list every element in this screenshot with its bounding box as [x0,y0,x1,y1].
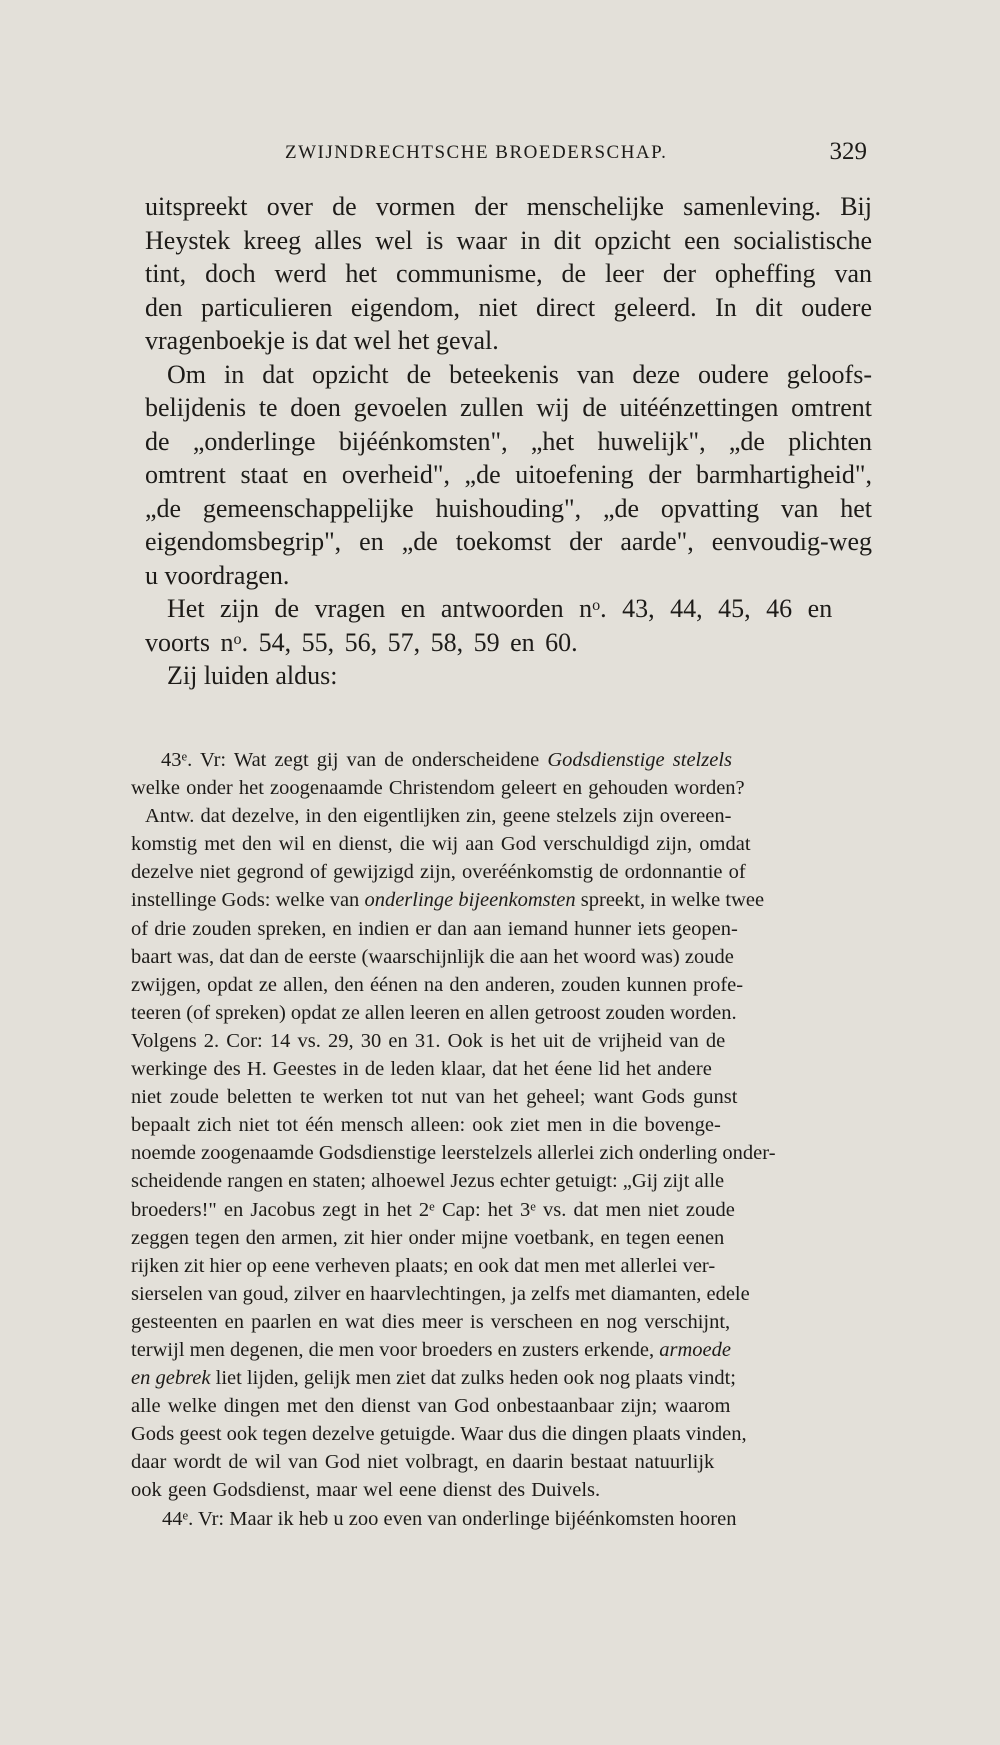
qa-line: dezelve niet gegrond of gewijzigd zijn, overéénkomstig de ordonnantie of [131,861,746,884]
body-line: „de gemeenschappelijke huishouding", „de opvatting van het [145,493,872,523]
body-line: tint, doch werd het communisme, de leer der opheffing van [145,259,872,288]
body-line: u voordragen. [145,560,290,590]
body-line: omtrent staat en overheid", „de uitoefening der barmhartigheid", [145,460,872,489]
qa-line: alle welke dingen met den dienst van God onbestaanbaar zijn; waarom [131,1395,731,1418]
qa-line: Volgens 2. Cor: 14 vs. 29, 30 en 31. Ook is het uit de vrijheid van de [131,1029,726,1052]
qa-line: daar wordt de wil van God niet volbragt, en daarin bestaat natuurlijk [131,1451,715,1474]
qa-line: zwijgen, opdat ze allen, den éénen na den anderen, zouden kunnen profe- [131,973,744,996]
qa-line: bepaalt zich niet tot één mensch alleen: ook ziet men in die bovenge- [131,1114,721,1137]
body-line: den particulieren eigendom, niet direct geleerd. In dit oudere [145,292,872,322]
qa-line: of drie zouden spreken, en indien er dan aan iemand hunner iets geopen- [131,917,738,940]
qa-line: komstig met den wil en dienst, die wij aan God verschuldigd zijn, omdat [131,833,751,856]
qa-line: niet zoude beletten te werken tot nut van het geheel; want Gods gunst [131,1086,738,1109]
qa-line: baart was, dat dan de eerste (waarschijnlijk die aan het woord was) zoude [131,945,734,968]
question-answer-block [131,746,872,1533]
body-line: belijdenis te doen gevoelen zullen wij de uitéénzettingen omtrent [145,393,872,422]
body-line: Om in dat opzicht de beteekenis van deze oudere geloofs- [167,359,872,389]
qa-line: werkinge des H. Geestes in de leden klaar, dat het éene lid het andere [131,1058,712,1081]
qa-line: gesteenten en paarlen en wat dies meer is verscheen en nog verschijnt, [131,1310,731,1333]
qa-line: instellinge Gods: welke van onderlinge bijeenkomsten spreekt, in welke twee [131,889,765,912]
body-line: Het zijn de vragen en antwoorden $n^o$. 43, 44, 45, 46 en [167,594,833,623]
qa-line: sierselen van goud, zilver en haarvlechtingen, ja zelfs met diamanten, edele [131,1282,750,1305]
body-line: eigendomsbegrip", en „de toekomst der aarde", eenvoudig-weg [145,527,872,556]
question-44: 44e. Vr: Maar ik heb u zoo even van onderlinge bijéénkomsten hooren [162,1507,737,1530]
qa-line: teeren (of spreken) opdat ze allen leeren en allen getroost zouden worden. [131,1001,737,1024]
qa-line: broeders!" en Jacobus zegt in het 2e Cap: het 3e vs. dat men niet zoude [131,1198,735,1221]
qa-line: scheidende rangen en staten; alhoewel Jezus echter getuigt: „Gij zijt alle [131,1170,725,1193]
body-line: voorts $n^o$. 54, 55, 56, 57, 58, 59 en 60. [145,627,578,657]
body-line: vragenboekje is dat wel het geval. [145,326,499,355]
body-text [145,190,872,693]
page-number: 329 [829,138,867,165]
qa-line: terwijl men degenen, die men voor broeders en zusters erkende, armoede [131,1338,731,1361]
qa-line: zeggen tegen den armen, zit hier onder mijne voetbank, en tegen eenen [131,1226,725,1249]
qa-line: noemde zoogenaamde Godsdienstige leerstelzels allerlei zich onderling onder- [131,1142,776,1165]
running-title: ZWIJNDRECHTSCHE BROEDERSCHAP. [285,142,668,163]
qa-line: welke onder het zoogenaamde Christendom geleert en gehouden worden? [131,777,745,800]
running-header [285,136,867,170]
qa-line: en gebrek liet lijden, gelijk men ziet dat zulks heden ook nog plaats vindt; [131,1367,736,1390]
qa-line: Gods geest ook tegen dezelve getuigde. Waar dus die dingen plaats vinden, [131,1423,747,1446]
body-line: uitspreekt over de vormen der menschelijke samenleving. Bij [145,192,872,221]
qa-line: rijken zit hier op eene verheven plaats; en ook dat men met allerlei ver- [131,1254,716,1277]
body-line: de „onderlinge bijéénkomsten", „het huwelijk", „de plichten [145,426,872,456]
body-line: Heystek kreeg alles wel is waar in dit opzicht een socialistische [145,225,872,255]
question-43: 43e. Vr: Wat zegt gij van de onderscheidene Godsdienstige stelzels [161,749,732,771]
answer-43: Antw. dat dezelve, in den eigentlijken zin, geene stelzels zijn overeen- [145,805,732,828]
body-line: Zij luiden aldus: [167,661,338,690]
qa-line: ook geen Godsdienst, maar wel eene dienst des Duivels. [131,1479,601,1502]
